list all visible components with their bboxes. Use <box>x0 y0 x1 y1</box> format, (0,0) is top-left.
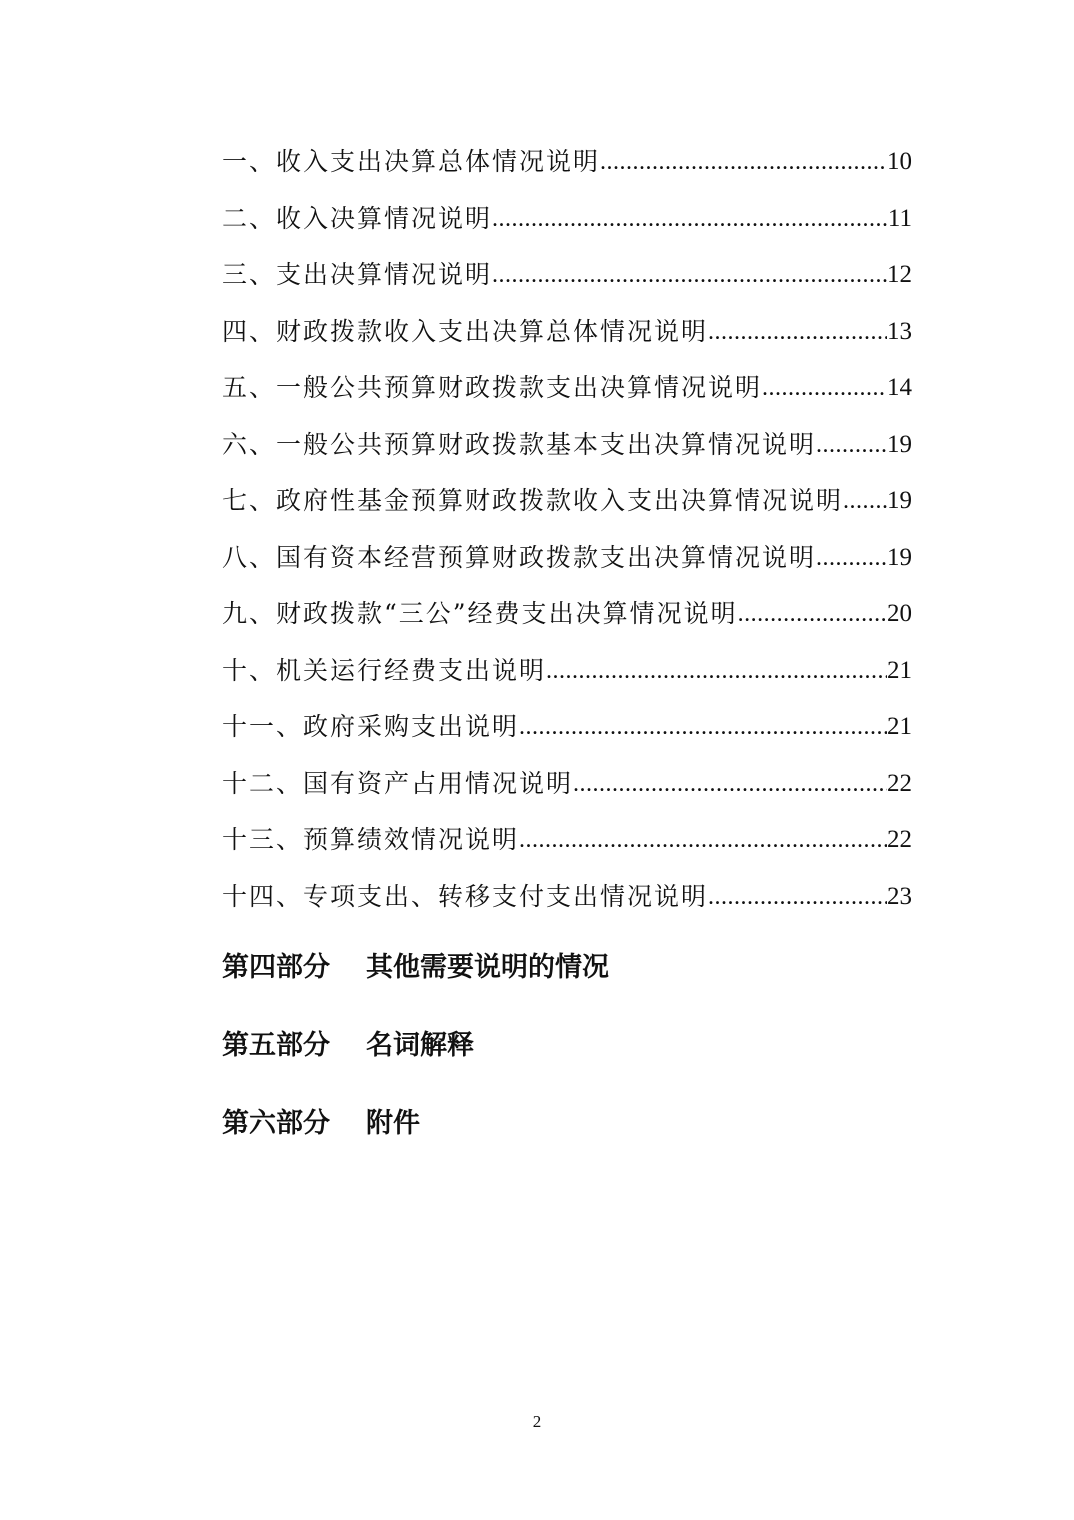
toc-entry <box>222 756 912 813</box>
part-title: 名词解释 <box>366 1030 474 1061</box>
part-label: 第四部分 <box>222 952 330 983</box>
toc-entry <box>222 417 912 474</box>
toc-leader-dots <box>762 360 887 417</box>
toc-entry-page: 21 <box>887 656 912 684</box>
toc-entry <box>222 699 912 756</box>
toc-leader-dots <box>816 530 887 587</box>
table-of-contents <box>222 134 912 925</box>
toc-entry <box>222 191 912 248</box>
toc-entry-page: 19 <box>887 543 912 571</box>
part-label: 第五部分 <box>222 1030 330 1061</box>
toc-entry <box>222 360 912 417</box>
toc-entry <box>222 473 912 530</box>
toc-entry-title: 七、政府性基金预算财政拨款收入支出决算情况说明 <box>222 486 844 515</box>
toc-entry-page: 23 <box>887 882 912 910</box>
toc-entry-page: 22 <box>887 769 912 797</box>
toc-entry-page: 11 <box>887 204 912 232</box>
toc-entry-title: 六、一般公共预算财政拨款基本支出决算情况说明 <box>222 429 817 459</box>
toc-leader-dots <box>519 812 887 869</box>
toc-entry-page: 19 <box>887 430 912 458</box>
toc-entry-page: 12 <box>887 261 912 288</box>
toc-entry <box>222 247 912 304</box>
toc-entry-page: 19 <box>887 487 912 514</box>
toc-entry-page: 21 <box>887 713 912 740</box>
toc-entry-page: 14 <box>887 374 912 401</box>
toc-entry-title: 九、财政拨款“三公”经费支出决算情况说明 <box>222 599 738 628</box>
part-heading <box>222 1026 474 1066</box>
toc-entry-title: 十、机关运行经费支出说明 <box>222 655 547 685</box>
toc-entry-page: 13 <box>887 317 912 345</box>
toc-entry-title: 二、收入决算情况说明 <box>222 203 493 233</box>
page-number: 2 <box>532 1412 542 1431</box>
toc-leader-dots <box>546 643 887 700</box>
toc-leader-dots <box>738 586 887 643</box>
toc-entry-title: 四、财政拨款收入支出决算总体情况说明 <box>222 316 709 346</box>
toc-entry-title: 十一、政府采购支出说明 <box>222 712 520 741</box>
toc-entry <box>222 643 912 700</box>
toc-entry-title: 十二、国有资产占用情况说明 <box>222 768 574 798</box>
toc-entry-page: 10 <box>887 148 912 175</box>
part-title: 其他需要说明的情况 <box>366 952 609 983</box>
toc-entry-title: 十四、专项支出、转移支付支出情况说明 <box>222 881 709 911</box>
toc-leader-dots <box>573 756 887 813</box>
toc-entry <box>222 530 912 587</box>
toc-entry-title: 一、收入支出决算总体情况说明 <box>222 147 601 176</box>
toc-leader-dots <box>519 699 887 756</box>
toc-entry-title: 八、国有资本经营预算财政拨款支出决算情况说明 <box>222 542 817 572</box>
part-heading <box>222 948 609 988</box>
part-title: 附件 <box>366 1108 420 1139</box>
toc-leader-dots <box>492 191 888 248</box>
toc-leader-dots <box>600 134 887 191</box>
toc-leader-dots <box>843 473 887 530</box>
toc-entry <box>222 586 912 643</box>
toc-entry <box>222 304 912 361</box>
part-heading <box>222 1104 420 1144</box>
toc-entry-page: 20 <box>887 600 912 627</box>
toc-entry-title: 三、支出决算情况说明 <box>222 260 493 289</box>
toc-entry <box>222 812 912 869</box>
toc-leader-dots <box>816 417 887 474</box>
part-label: 第六部分 <box>222 1108 330 1139</box>
toc-entry <box>222 869 912 926</box>
toc-entry-title: 十三、预算绩效情况说明 <box>222 825 520 854</box>
toc-leader-dots <box>492 247 887 304</box>
toc-entry-page: 22 <box>887 826 912 853</box>
toc-entry-title: 五、一般公共预算财政拨款支出决算情况说明 <box>222 373 763 402</box>
toc-leader-dots <box>708 869 887 926</box>
toc-entry <box>222 134 912 191</box>
toc-leader-dots <box>708 304 887 361</box>
